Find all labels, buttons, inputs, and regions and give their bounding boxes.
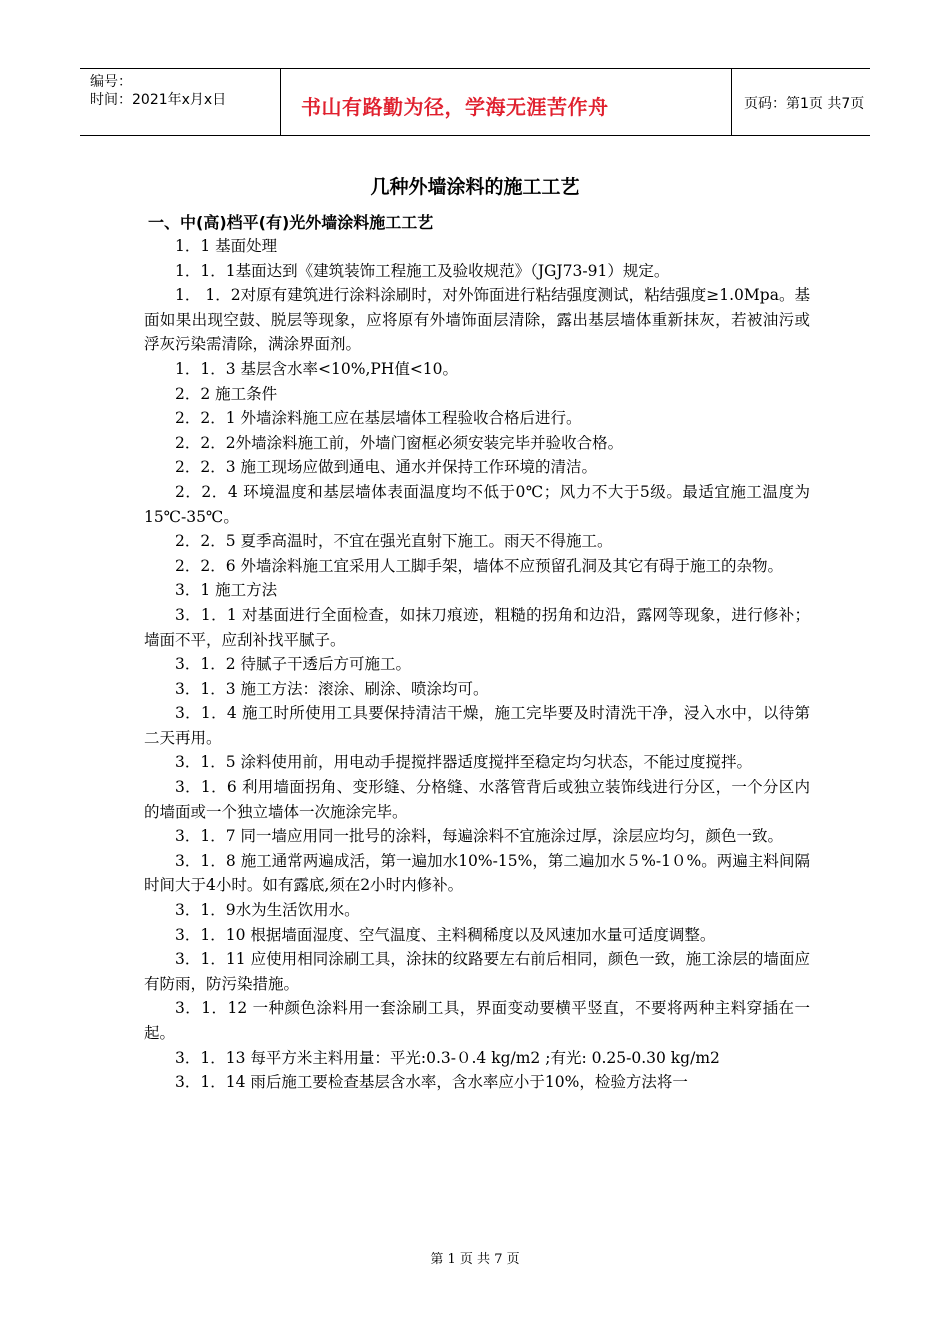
header-right-cell	[732, 69, 870, 135]
paragraph: 3．1．5 涂料使用前，用电动手提搅拌器适度搅拌至稳定均匀状态，不能过度搅拌。	[175, 753, 753, 772]
page-footer: 第 1 页 共 7 页	[430, 1252, 520, 1267]
paragraph: 3．1．10 根据墙面湿度、空气温度、主料稠稀度以及风速加水量可适度调整。	[175, 925, 716, 944]
document-title: 几种外墙涂料的施工工艺	[370, 176, 580, 198]
paragraph: 3．1．11 应使用相同涂刷工具，涂抹的纹路要左右前后相同，颜色一致，施工涂层的墙面应有防雨，防污染措施。	[144, 950, 810, 993]
motto-text: 书山有路勤为径，学海无涯苦作舟	[301, 95, 609, 119]
paragraph: 3．1．8 施工通常两遍成活，第一遍加水10%-15%，第二遍加水５%-1０%。两遍主料间隔时间大于4小时。如有露底,须在2小时内修补。	[144, 851, 810, 895]
paragraph: 2．2．5 夏季高温时，不宜在强光直射下施工。雨天不得施工。	[175, 532, 613, 551]
section-heading: 一、中(高)档平(有)光外墙涂料施工工艺	[148, 213, 434, 232]
document-body	[144, 234, 810, 1095]
paragraph: 1．1．3 基层含水率<10%,PH值<10。	[175, 359, 459, 378]
paragraph: 1． 1．2对原有建筑进行涂料涂刷时，对外饰面进行粘结强度测试，粘结强度≥1.0Mpa。基面如果出现空鼓、脱层等现象，应将原有外墙饰面层清除，露出基层墙体重新抹灰，若被油污或浮灰污染需清除，满涂界面剂。	[144, 286, 810, 354]
paragraph: 3．1 施工方法	[175, 581, 278, 600]
paragraph: 3．1．2 待腻子干透后方可施工。	[175, 655, 412, 674]
header-middle-cell	[280, 69, 732, 135]
paragraph: 3．1．12 一种颜色涂料用一套涂刷工具，界面变动要横平竖直，不要将两种主料穿插在一起。	[144, 999, 810, 1042]
paragraph: 3．1．9水为生活饮用水。	[175, 901, 360, 920]
paragraph: 3．1．6 利用墙面拐角、变形缝、分格缝、水落管背后或独立装饰线进行分区，一个分区内的墙面或一个独立墙体一次施涂完毕。	[144, 778, 810, 821]
paragraph: 3．1．1 对基面进行全面检查，如抹刀痕迹，粗糙的拐角和边沿，露网等现象，进行修补；墙面不平，应刮补找平腻子。	[144, 605, 810, 649]
header-table	[80, 68, 870, 136]
paragraph: 3．1．4 施工时所使用工具要保持清洁干燥，施工完毕要及时清洗干净，浸入水中，以待第二天再用。	[144, 704, 810, 747]
paragraph: 2．2 施工条件	[175, 384, 278, 403]
paragraph: 3．1．13 每平方米主料用量：平光:0.3-０.4 kg/m2 ;有光: 0.25-0.30 kg/m2	[175, 1048, 720, 1067]
paragraph: 2．2．3 施工现场应做到通电、通水并保持工作环境的清洁。	[175, 458, 598, 477]
paragraph: 3．1．3 施工方法：滚涂、刷涂、喷涂均可。	[175, 679, 489, 698]
paragraph: 1．1．1基面达到《建筑装饰工程施工及验收规范》（JGJ73-91）规定。	[175, 261, 670, 280]
document-number-label: 编号：	[90, 74, 132, 90]
paragraph: 2．2．1 外墙涂料施工应在基层墙体工程验收合格后进行。	[175, 409, 582, 428]
document-date: 时间：2021年x月x日	[90, 92, 227, 108]
header-left-cell	[80, 69, 280, 135]
paragraph: 2．2．6 外墙涂料施工宜采用人工脚手架，墙体不应预留孔洞及其它有碍于施工的杂物。	[175, 556, 784, 575]
paragraph: 3．1．14 雨后施工要检查基层含水率，含水率应小于10%，检验方法将一	[175, 1073, 688, 1092]
page-info: 页码：第1页 共7页	[744, 96, 865, 112]
paragraph: 3．1．7 同一墙应用同一批号的涂料，每遍涂料不宜施涂过厚，涂层应均匀，颜色一致。	[175, 827, 784, 846]
paragraph: 2．2．4 环境温度和基层墙体表面温度均不低于0℃；风力不大于5级。最适宜施工温度为15℃-35℃。	[144, 482, 810, 526]
paragraph: 2．2．2外墙涂料施工前，外墙门窗框必须安装完毕并验收合格。	[175, 433, 624, 452]
paragraph: 1．1 基面处理	[175, 237, 278, 255]
